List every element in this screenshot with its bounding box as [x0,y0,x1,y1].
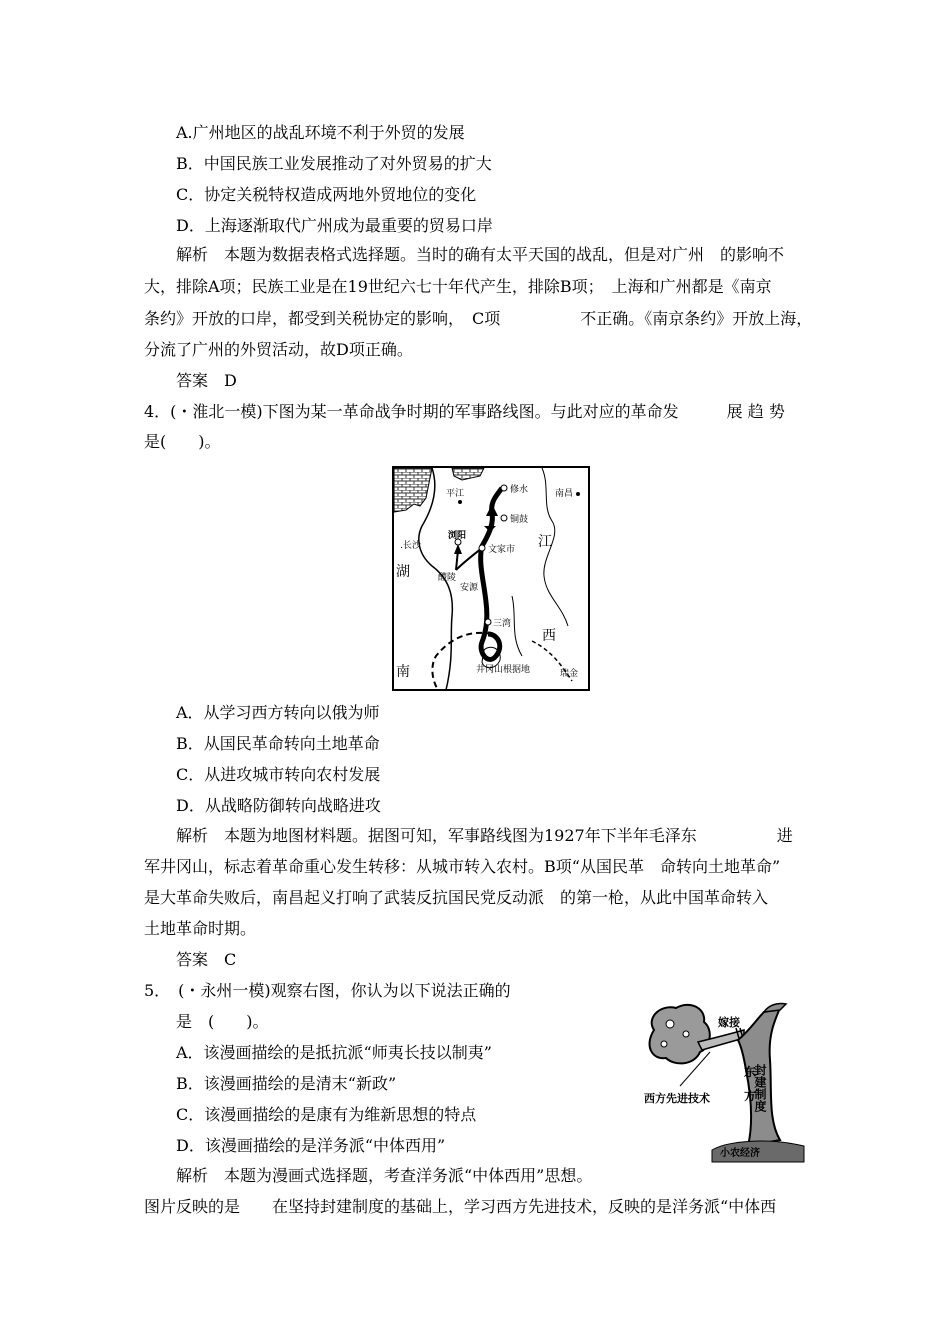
map-label-jinggangshan: 井冈山根据地 [476,665,531,675]
map-label-tonggu: 铜鼓 [510,515,529,525]
map-label-liuyang: 浏阳 [448,531,467,541]
map-label-jiang: 江 [538,534,552,550]
grafting-cartoon [640,1000,810,1168]
q3-option-d: D．上海逐渐取代广州成为最重要的贸易口岸 [176,216,493,235]
west-tree-crown [650,1005,710,1064]
map-label-changsha: .长沙 [400,541,421,551]
q5-option-c: C．该漫画描绘的是康有为维新思想的特点 [176,1105,477,1124]
map-label-anyuan: 安源 [460,583,479,593]
cartoon-label-graft: 嫁接 [718,1016,740,1029]
q4-option-a: A．从学习西方转向以俄为师 [176,703,380,722]
q4-analysis-line: 是大革命失败后，南昌起义打响了武装反抗国民党反动派 的第一枪，从此中国革命转入 [144,888,769,907]
map-label-nanchang: 南昌 [555,489,574,499]
cartoon-label-small-econ: 小农经济 [720,1148,760,1159]
q5-analysis-line: 图片反映的是 在坚持封建制度的基础上，学习西方先进技术，反映的是洋务派“中体西 [144,1197,777,1216]
q3-option-c: C．协定关税特权造成两地外贸地位的变化 [176,185,477,204]
map-label-liling: 醴陵 [438,573,457,583]
cartoon-label-direction: 方 [744,1089,757,1103]
map-label-wenjiashi: 文家市 [488,545,516,555]
q4-option-b: B．从国民革命转向土地革命 [176,734,380,753]
map-label-ruijin: 瑞金 [560,669,579,679]
map-label-xi: 西 [542,628,556,644]
map-label-hu: 湖 [396,564,410,580]
q3-option-b: B．中国民族工业发展推动了对外贸易的扩大 [176,154,492,173]
q4-analysis-line: 解析 本题为地图材料题。据图可知，军事路线图为1927年下半年毛泽东 进 [176,826,793,845]
q5-stem: 5． (・永州一模)观察右图，你认为以下说法正确的 [144,981,511,1000]
q3-analysis-line: 分流了广州的外贸活动，故D项正确。 [144,340,413,359]
q4-analysis-line: 军井冈山，标志着革命重心发生转移：从城市转入农村。B项“从国民革 命转向土地革命” [144,857,781,876]
map-label-sanwan: 三湾 [493,619,512,629]
q5-analysis-line: 解析 本题为漫画式选择题，考查洋务派“中体西用”思想。 [176,1166,593,1185]
q4-stem: 是( )。 [144,432,221,451]
q4-option-d: D．从战略防御转向战略进攻 [176,796,381,815]
q3-analysis-line: 大，排除A项；民族工业是在19世纪六七十年代产生，排除B项； 上海和广州都是《南京 [144,277,772,296]
cartoon-label-east: 东 [744,1065,757,1079]
cartoon-label-feudal: 封建制度 [753,1064,767,1112]
q3-analysis-line: 条约》开放的口岸，都受到关税协定的影响， C项 不正确。《南京条约》开放上海， [144,309,813,328]
map-label-xiushui: 修水 [510,485,529,495]
q5-option-d: D．该漫画描绘的是洋务派“中体西用” [176,1136,446,1155]
map-label-nan: 南 [396,664,410,680]
cartoon-label-west-tech: 西方先进技术 [644,1092,710,1105]
military-route-map [392,466,590,691]
q5-stem: 是 ( )。 [176,1012,269,1031]
map-label-pingjiang: 平江 [446,489,465,499]
q5-option-b: B．该漫画描绘的是清末“新政” [176,1074,397,1093]
q4-answer: 答案 C [176,950,237,969]
q3-answer: 答案 D [176,371,237,390]
q3-option-a: A.广州地区的战乱环境不利于外贸的发展 [176,123,465,142]
q5-option-a: A．该漫画描绘的是抵抗派“师夷长技以制夷” [176,1043,492,1062]
q3-analysis-line: 解析 本题为数据表格式选择题。当时的确有太平天国的战乱，但是对广州 的影响不 [176,245,785,264]
q4-analysis-line: 土地革命时期。 [144,919,257,938]
tree-branch [764,1003,786,1012]
q4-option-c: C．从进攻城市转向农村发展 [176,765,381,784]
q4-stem: 4．(・淮北一模)下图为某一革命战争时期的军事路线图。与此对应的革命发 展 趋 势 [144,402,785,421]
